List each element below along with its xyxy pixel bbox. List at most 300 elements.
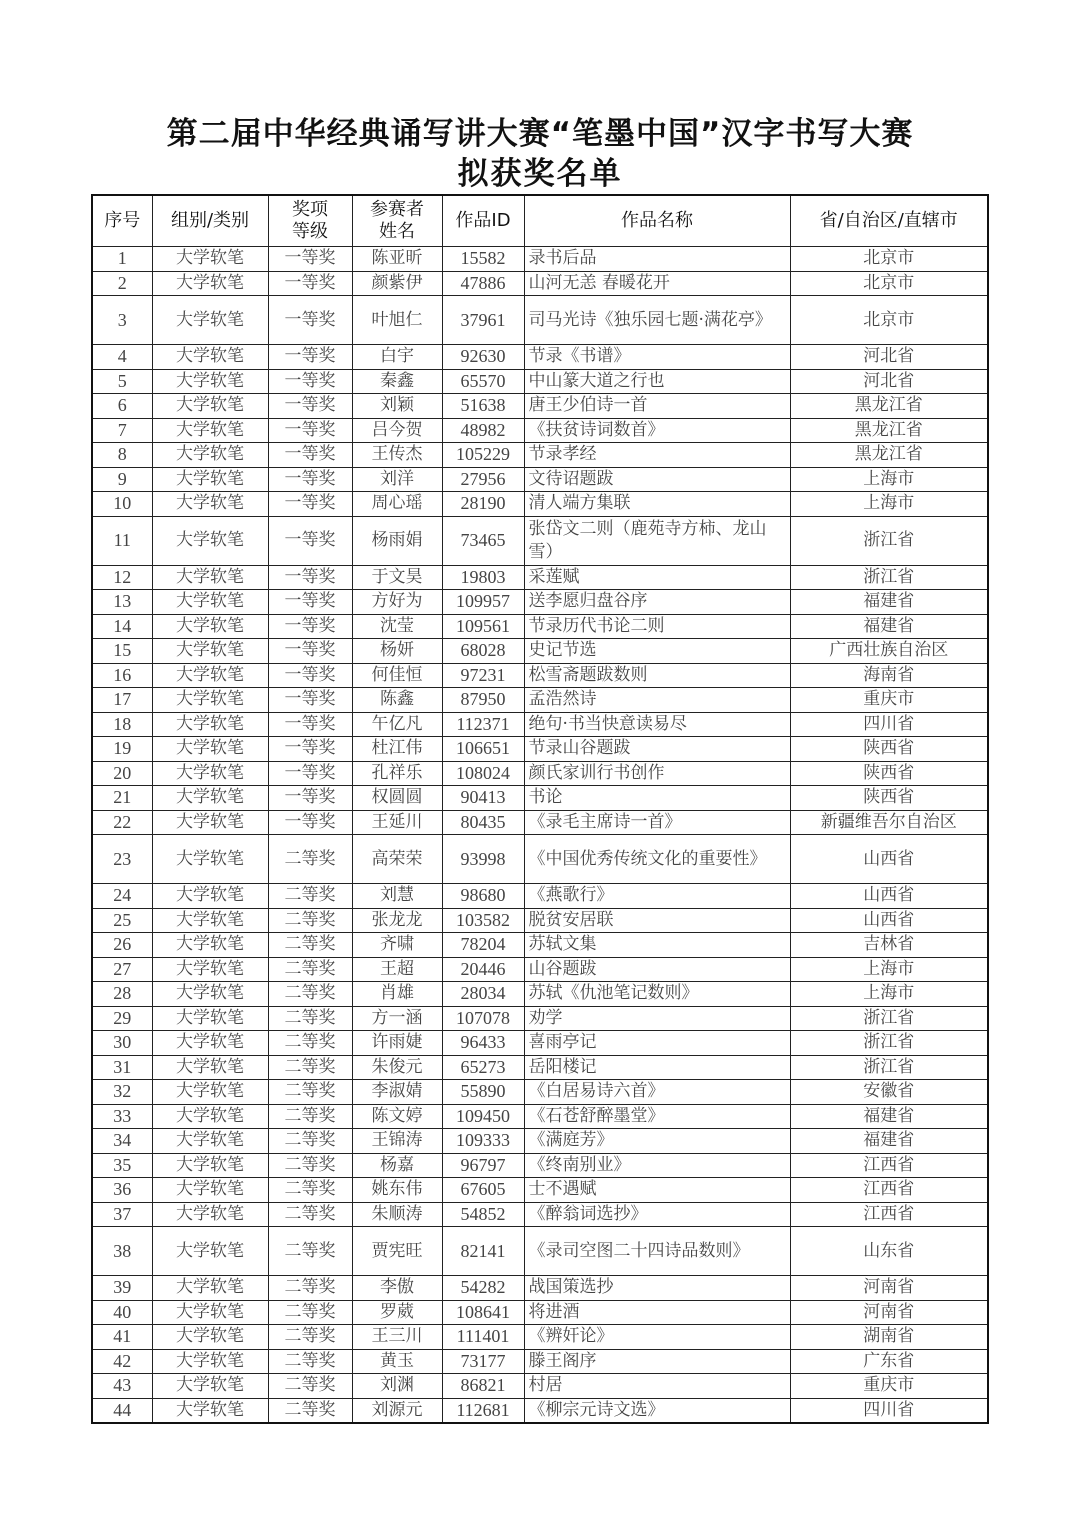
cell-group: 大学软笔 [152,835,268,884]
cell-id: 28034 [442,982,524,1007]
cell-title: 颜氏家训行书创作 [524,761,790,786]
cell-name: 朱俊元 [352,1055,442,1080]
cell-id: 92630 [442,345,524,370]
cell-region: 浙江省 [790,516,988,565]
cell-name: 李淑婧 [352,1080,442,1105]
table-row [92,639,988,664]
cell-award: 二等奖 [268,1276,352,1301]
cell-award: 二等奖 [268,1227,352,1276]
cell-id: 98680 [442,884,524,909]
cell-award: 一等奖 [268,590,352,615]
header-title: 作品名称 [524,195,790,247]
cell-name: 颜紫伊 [352,271,442,296]
cell-id: 68028 [442,639,524,664]
cell-title: 士不遇赋 [524,1178,790,1203]
cell-region: 江西省 [790,1178,988,1203]
cell-award: 二等奖 [268,1104,352,1129]
cell-name: 秦鑫 [352,369,442,394]
cell-id: 20446 [442,957,524,982]
cell-group: 大学软笔 [152,369,268,394]
cell-name: 齐啸 [352,933,442,958]
cell-title: 《白居易诗六首》 [524,1080,790,1105]
cell-award: 一等奖 [268,467,352,492]
cell-title: 战国策选抄 [524,1276,790,1301]
cell-title: 将进酒 [524,1300,790,1325]
cell-award: 二等奖 [268,982,352,1007]
cell-name: 周心瑶 [352,492,442,517]
cell-seq: 5 [92,369,152,394]
cell-award: 一等奖 [268,516,352,565]
cell-title: 文待诏题跋 [524,467,790,492]
cell-region: 重庆市 [790,688,988,713]
cell-seq: 12 [92,565,152,590]
cell-region: 福建省 [790,590,988,615]
cell-group: 大学软笔 [152,1300,268,1325]
cell-region: 江西省 [790,1153,988,1178]
cell-region: 四川省 [790,1398,988,1423]
cell-id: 105229 [442,443,524,468]
cell-id: 103582 [442,908,524,933]
cell-seq: 4 [92,345,152,370]
cell-group: 大学软笔 [152,1325,268,1350]
cell-award: 一等奖 [268,296,352,345]
cell-seq: 28 [92,982,152,1007]
cell-region: 浙江省 [790,1055,988,1080]
cell-group: 大学软笔 [152,1129,268,1154]
cell-id: 108024 [442,761,524,786]
cell-seq: 23 [92,835,152,884]
cell-id: 51638 [442,394,524,419]
cell-id: 87950 [442,688,524,713]
cell-id: 54282 [442,1276,524,1301]
header-award-line2: 等级 [292,221,328,242]
table-row [92,443,988,468]
cell-id: 19803 [442,565,524,590]
header-name [352,195,442,247]
cell-title: 采莲赋 [524,565,790,590]
table-row [92,418,988,443]
cell-seq: 25 [92,908,152,933]
cell-seq: 15 [92,639,152,664]
cell-name: 王延川 [352,810,442,835]
cell-award: 一等奖 [268,492,352,517]
cell-region: 陕西省 [790,786,988,811]
cell-group: 大学软笔 [152,443,268,468]
cell-name: 高荣荣 [352,835,442,884]
cell-title: 《满庭芳》 [524,1129,790,1154]
cell-name: 张龙龙 [352,908,442,933]
cell-group: 大学软笔 [152,639,268,664]
cell-name: 杨雨娟 [352,516,442,565]
cell-award: 二等奖 [268,933,352,958]
cell-group: 大学软笔 [152,1104,268,1129]
cell-award: 一等奖 [268,712,352,737]
cell-title: 孟浩然诗 [524,688,790,713]
cell-seq: 42 [92,1349,152,1374]
cell-group: 大学软笔 [152,614,268,639]
cell-title: 苏轼《仇池笔记数则》 [524,982,790,1007]
cell-title: 节录山谷题跋 [524,737,790,762]
table-row [92,1374,988,1399]
cell-name: 权圆圆 [352,786,442,811]
cell-seq: 14 [92,614,152,639]
cell-award: 一等奖 [268,614,352,639]
cell-seq: 38 [92,1227,152,1276]
cell-region: 黑龙江省 [790,394,988,419]
cell-award: 一等奖 [268,810,352,835]
cell-group: 大学软笔 [152,737,268,762]
cell-seq: 33 [92,1104,152,1129]
cell-group: 大学软笔 [152,1153,268,1178]
cell-region: 海南省 [790,663,988,688]
cell-name: 王三川 [352,1325,442,1350]
header-id: 作品ID [442,195,524,247]
cell-award: 二等奖 [268,1006,352,1031]
cell-award: 一等奖 [268,271,352,296]
table-row [92,1300,988,1325]
cell-group: 大学软笔 [152,247,268,272]
cell-title: 《扶贫诗词数首》 [524,418,790,443]
cell-region: 上海市 [790,957,988,982]
cell-region: 浙江省 [790,1006,988,1031]
cell-seq: 6 [92,394,152,419]
cell-id: 37961 [442,296,524,345]
cell-name: 李傲 [352,1276,442,1301]
cell-title: 山河无恙 春暖花开 [524,271,790,296]
table-row [92,712,988,737]
cell-region: 福建省 [790,1104,988,1129]
cell-name: 刘源元 [352,1398,442,1423]
table-row [92,345,988,370]
cell-id: 109450 [442,1104,524,1129]
cell-seq: 37 [92,1202,152,1227]
cell-name: 吕今贺 [352,418,442,443]
cell-seq: 22 [92,810,152,835]
cell-group: 大学软笔 [152,663,268,688]
cell-region: 北京市 [790,247,988,272]
header-name-line1: 参赛者 [370,199,424,220]
cell-seq: 32 [92,1080,152,1105]
cell-award: 二等奖 [268,1031,352,1056]
cell-award: 二等奖 [268,957,352,982]
cell-name: 于文昊 [352,565,442,590]
cell-region: 上海市 [790,467,988,492]
table-row [92,1178,988,1203]
cell-seq: 13 [92,590,152,615]
cell-group: 大学软笔 [152,712,268,737]
cell-seq: 3 [92,296,152,345]
cell-group: 大学软笔 [152,1178,268,1203]
cell-award: 二等奖 [268,1374,352,1399]
cell-title: 滕王阁序 [524,1349,790,1374]
cell-seq: 36 [92,1178,152,1203]
cell-group: 大学软笔 [152,884,268,909]
cell-region: 河南省 [790,1276,988,1301]
cell-title: 节录孝经 [524,443,790,468]
table-row [92,1202,988,1227]
cell-id: 73465 [442,516,524,565]
table-row [92,394,988,419]
cell-award: 二等奖 [268,1300,352,1325]
cell-award: 一等奖 [268,786,352,811]
table-row [92,1104,988,1129]
cell-id: 15582 [442,247,524,272]
cell-id: 54852 [442,1202,524,1227]
cell-seq: 16 [92,663,152,688]
cell-award: 二等奖 [268,908,352,933]
cell-title: 劝学 [524,1006,790,1031]
cell-group: 大学软笔 [152,1276,268,1301]
cell-group: 大学软笔 [152,1055,268,1080]
cell-title: 张岱文二则（鹿苑寺方柿、龙山雪） [524,516,790,565]
cell-name: 杨妍 [352,639,442,664]
cell-award: 二等奖 [268,1055,352,1080]
cell-award: 一等奖 [268,639,352,664]
cell-region: 重庆市 [790,1374,988,1399]
cell-seq: 10 [92,492,152,517]
cell-title: 《柳宗元诗文选》 [524,1398,790,1423]
cell-title: 唐王少伯诗一首 [524,394,790,419]
table-row [92,982,988,1007]
table-row [92,1349,988,1374]
cell-title: 《中国优秀传统文化的重要性》 [524,835,790,884]
cell-seq: 29 [92,1006,152,1031]
cell-seq: 1 [92,247,152,272]
cell-id: 97231 [442,663,524,688]
cell-id: 111401 [442,1325,524,1350]
table-row [92,957,988,982]
cell-seq: 9 [92,467,152,492]
cell-id: 73177 [442,1349,524,1374]
cell-group: 大学软笔 [152,982,268,1007]
cell-region: 新疆维吾尔自治区 [790,810,988,835]
cell-award: 一等奖 [268,688,352,713]
header-name-line2: 姓名 [379,221,415,242]
cell-region: 四川省 [790,712,988,737]
cell-title: 岳阳楼记 [524,1055,790,1080]
cell-id: 28190 [442,492,524,517]
cell-group: 大学软笔 [152,467,268,492]
cell-id: 112371 [442,712,524,737]
cell-region: 浙江省 [790,565,988,590]
cell-group: 大学软笔 [152,1031,268,1056]
cell-id: 93998 [442,835,524,884]
cell-region: 福建省 [790,1129,988,1154]
cell-seq: 20 [92,761,152,786]
cell-region: 安徽省 [790,1080,988,1105]
cell-title: 《燕歌行》 [524,884,790,909]
cell-title: 节录《书谱》 [524,345,790,370]
cell-award: 一等奖 [268,737,352,762]
cell-title: 《辨奸论》 [524,1325,790,1350]
cell-group: 大学软笔 [152,1398,268,1423]
cell-id: 78204 [442,933,524,958]
cell-name: 陈鑫 [352,688,442,713]
cell-name: 王传杰 [352,443,442,468]
cell-award: 二等奖 [268,1202,352,1227]
table-row [92,908,988,933]
cell-group: 大学软笔 [152,933,268,958]
cell-id: 65273 [442,1055,524,1080]
cell-name: 罗葳 [352,1300,442,1325]
table-row [92,1325,988,1350]
cell-region: 山西省 [790,835,988,884]
table-row [92,590,988,615]
cell-id: 90413 [442,786,524,811]
cell-group: 大学软笔 [152,516,268,565]
cell-name: 王锦涛 [352,1129,442,1154]
cell-seq: 43 [92,1374,152,1399]
table-row [92,1276,988,1301]
cell-group: 大学软笔 [152,590,268,615]
cell-award: 一等奖 [268,345,352,370]
cell-region: 河北省 [790,345,988,370]
table-row [92,663,988,688]
table-row [92,786,988,811]
cell-seq: 11 [92,516,152,565]
cell-id: 55890 [442,1080,524,1105]
header-group: 组别/类别 [152,195,268,247]
header-region: 省/自治区/直辖市 [790,195,988,247]
cell-award: 一等奖 [268,394,352,419]
table-row [92,516,988,565]
cell-name: 贾宪旺 [352,1227,442,1276]
cell-seq: 39 [92,1276,152,1301]
cell-seq: 44 [92,1398,152,1423]
cell-title: 书论 [524,786,790,811]
cell-award: 二等奖 [268,1153,352,1178]
cell-region: 山西省 [790,884,988,909]
cell-id: 96433 [442,1031,524,1056]
cell-name: 陈亚昕 [352,247,442,272]
cell-group: 大学软笔 [152,394,268,419]
cell-id: 107078 [442,1006,524,1031]
table-row [92,688,988,713]
cell-seq: 26 [92,933,152,958]
cell-seq: 8 [92,443,152,468]
cell-region: 河南省 [790,1300,988,1325]
cell-name: 孔祥乐 [352,761,442,786]
cell-id: 86821 [442,1374,524,1399]
table-row [92,565,988,590]
cell-seq: 35 [92,1153,152,1178]
cell-title: 送李愿归盘谷序 [524,590,790,615]
cell-region: 北京市 [790,271,988,296]
cell-region: 河北省 [790,369,988,394]
cell-title: 松雪斋题跋数则 [524,663,790,688]
cell-region: 吉林省 [790,933,988,958]
cell-title: 脱贫安居联 [524,908,790,933]
cell-name: 杨嘉 [352,1153,442,1178]
cell-id: 109957 [442,590,524,615]
table-row [92,247,988,272]
cell-group: 大学软笔 [152,1080,268,1105]
table-row [92,614,988,639]
table-row [92,1006,988,1031]
cell-group: 大学软笔 [152,957,268,982]
cell-region: 陕西省 [790,737,988,762]
cell-region: 山东省 [790,1227,988,1276]
cell-id: 48982 [442,418,524,443]
table-row [92,296,988,345]
cell-name: 陈文婷 [352,1104,442,1129]
cell-title: 《录毛主席诗一首》 [524,810,790,835]
table-row [92,737,988,762]
cell-group: 大学软笔 [152,1374,268,1399]
cell-region: 湖南省 [790,1325,988,1350]
table-row [92,835,988,884]
cell-region: 北京市 [790,296,988,345]
cell-name: 方一涵 [352,1006,442,1031]
cell-group: 大学软笔 [152,296,268,345]
cell-region: 黑龙江省 [790,418,988,443]
table-header-row [92,195,988,247]
table-row [92,467,988,492]
cell-id: 112681 [442,1398,524,1423]
cell-name: 刘洋 [352,467,442,492]
cell-name: 刘慧 [352,884,442,909]
cell-group: 大学软笔 [152,565,268,590]
cell-region: 浙江省 [790,1031,988,1056]
cell-seq: 41 [92,1325,152,1350]
cell-title: 绝句·书当快意读易尽 [524,712,790,737]
cell-seq: 21 [92,786,152,811]
cell-id: 96797 [442,1153,524,1178]
cell-award: 二等奖 [268,1349,352,1374]
document-subtitle: 拟获奖名单 [457,156,623,192]
cell-title: 喜雨亭记 [524,1031,790,1056]
cell-title: 《终南别业》 [524,1153,790,1178]
table-row [92,761,988,786]
header-award-line1: 奖项 [292,199,328,220]
cell-group: 大学软笔 [152,908,268,933]
cell-title: 司马光诗《独乐园七题·满花亭》 [524,296,790,345]
table-row [92,369,988,394]
cell-award: 二等奖 [268,1129,352,1154]
cell-seq: 24 [92,884,152,909]
cell-title: 《石苍舒醉墨堂》 [524,1104,790,1129]
table-row [92,492,988,517]
cell-seq: 2 [92,271,152,296]
cell-seq: 30 [92,1031,152,1056]
cell-award: 一等奖 [268,761,352,786]
cell-group: 大学软笔 [152,492,268,517]
cell-title: 苏轼文集 [524,933,790,958]
cell-group: 大学软笔 [152,1202,268,1227]
cell-name: 王超 [352,957,442,982]
header-award [268,195,352,247]
cell-title: 村居 [524,1374,790,1399]
cell-award: 一等奖 [268,663,352,688]
cell-name: 刘渊 [352,1374,442,1399]
table-row [92,1129,988,1154]
table-row [92,271,988,296]
cell-seq: 27 [92,957,152,982]
cell-title: 录书后品 [524,247,790,272]
cell-id: 109333 [442,1129,524,1154]
cell-region: 陕西省 [790,761,988,786]
cell-group: 大学软笔 [152,688,268,713]
cell-seq: 34 [92,1129,152,1154]
cell-name: 沈莹 [352,614,442,639]
cell-name: 刘颖 [352,394,442,419]
cell-group: 大学软笔 [152,418,268,443]
cell-id: 80435 [442,810,524,835]
cell-group: 大学软笔 [152,786,268,811]
cell-award: 二等奖 [268,1398,352,1423]
cell-title: 《醉翁词选抄》 [524,1202,790,1227]
cell-id: 27956 [442,467,524,492]
